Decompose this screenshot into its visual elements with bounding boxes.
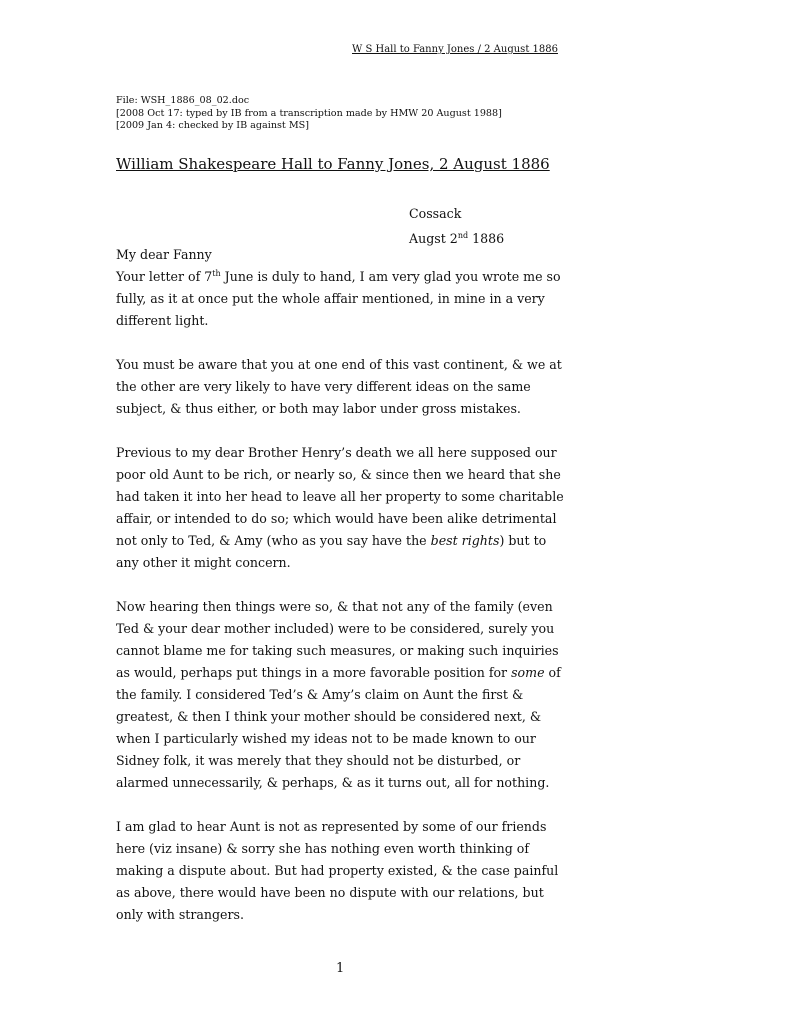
superscript: th <box>212 268 221 278</box>
text-line: only with strangers. <box>116 907 244 922</box>
text-line: the other are very likely to have very different ideas on the same <box>116 379 531 394</box>
text-line: Sidney folk, it was merely that they should not be disturbed, or <box>116 753 521 768</box>
text-line: different light. <box>116 313 209 328</box>
text-line: cannot blame me for taking such measures, or making such inquiries <box>116 643 559 658</box>
text-line: making a dispute about. But had property existed, & the case painful <box>116 863 559 878</box>
text-line: when I particularly wished my ideas not to be made known to our <box>116 731 536 746</box>
text-line: as above, there would have been no dispute with our relations, but <box>116 885 544 900</box>
date-suffix: 1886 <box>468 231 505 246</box>
text-line <box>116 530 576 552</box>
text-line: had taken it into her head to leave all her property to some charitable <box>116 489 564 504</box>
text-line: the family. I considered Ted’s & Amy’s claim on Aunt the first & <box>116 687 524 702</box>
paragraph-3 <box>116 442 576 574</box>
salutation <box>116 244 576 266</box>
text-run: as would, perhaps put things in a more favorable position for <box>116 665 512 680</box>
text-run: Your letter of 7 <box>116 269 213 284</box>
text-line: fully, as it at once put the whole affair mentioned, in mine in a very <box>116 291 545 306</box>
emphasis: best rights <box>430 533 500 548</box>
paragraph-5 <box>116 816 576 926</box>
text-line: here (viz insane) & sorry she has nothing even worth thinking of <box>116 841 530 856</box>
text-line: I am glad to hear Aunt is not as represented by some of our friends <box>116 819 547 834</box>
document-title: William Shakespeare Hall to Fanny Jones, 2 August 1886 <box>116 155 550 173</box>
address-place: Cossack <box>409 206 462 221</box>
date-sup: nd <box>457 230 469 240</box>
paragraph-4 <box>116 596 576 794</box>
date-prefix: Augst 2 <box>409 231 458 246</box>
text-line <box>116 662 576 684</box>
text-line: subject, & thus either, or both may labor under gross mistakes. <box>116 401 521 416</box>
text-line: Previous to my dear Brother Henry’s death we all here supposed our <box>116 445 557 460</box>
emphasis: some <box>511 665 545 680</box>
paragraph-1 <box>116 266 576 332</box>
text-line: Ted & your dear mother included) were to be considered, surely you <box>116 621 555 636</box>
text-line: My dear Fanny <box>116 247 212 262</box>
text-run: June is duly to hand, I am very glad you wrote me so <box>220 269 561 284</box>
text-line <box>116 266 576 288</box>
text-line: any other it might concern. <box>116 555 291 570</box>
file-info-line: File: WSH_1886_08_02.doc <box>116 95 250 106</box>
text-run: of <box>544 665 561 680</box>
file-info-line: [2008 Oct 17: typed by IB from a transcription made by HMW 20 August 1988] <box>116 107 502 119</box>
text-run: not only to Ted, & Amy (who as you say have the <box>116 533 431 548</box>
file-info <box>116 95 502 133</box>
text-run: ) but to <box>499 533 547 548</box>
letter-body <box>116 244 576 948</box>
text-line: poor old Aunt to be rich, or nearly so, & since then we heard that she <box>116 467 561 482</box>
paragraph-2 <box>116 354 576 420</box>
text-line: alarmed unnecessarily, & perhaps, & as it turns out, all for nothing. <box>116 775 550 790</box>
file-info-line: [2009 Jan 4: checked by IB against MS] <box>116 120 309 131</box>
text-line: affair, or intended to do so; which would have been alike detrimental <box>116 511 557 526</box>
page-number: 1 <box>336 961 345 976</box>
text-line: Now hearing then things were so, & that not any of the family (even <box>116 599 553 614</box>
text-line: You must be aware that you at one end of this vast continent, & we at <box>116 357 562 372</box>
running-header: W S Hall to Fanny Jones / 2 August 1886 <box>352 44 558 55</box>
text-line: greatest, & then I think your mother should be considered next, & <box>116 709 542 724</box>
